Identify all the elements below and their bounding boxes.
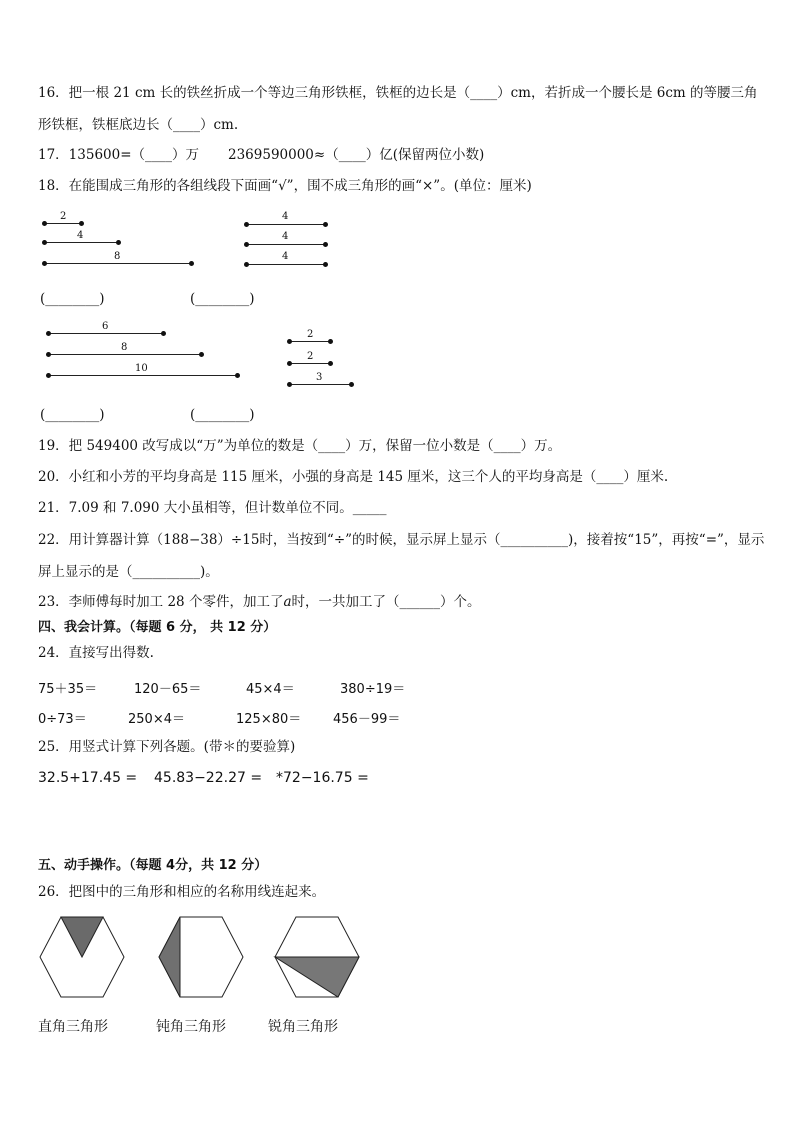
vertical-calc-item: 32.5+17.45 = bbox=[38, 770, 138, 786]
vertical-calc-item: 45.83−22.27 = bbox=[154, 770, 263, 786]
line-segment bbox=[48, 354, 202, 355]
answer-blank-3[interactable]: (________) bbox=[40, 407, 105, 423]
line-segment bbox=[246, 244, 326, 245]
label-acute-triangle: 锐角三角形 bbox=[268, 1019, 338, 1035]
label-right-triangle: 直角三角形 bbox=[38, 1019, 108, 1035]
line-segment bbox=[289, 363, 331, 364]
line-segment bbox=[289, 341, 331, 342]
q23-part2: 时，一共加工了（______）个。 bbox=[291, 594, 481, 610]
line-segment bbox=[44, 263, 192, 264]
q22-line1: 22．用计算器计算（188−38）÷15时，当按到“÷”的时候，显示屏上显示（__________)，接着按“15”，再按“=”，显示 bbox=[38, 532, 765, 548]
q24-text: 24．直接写出得数. bbox=[38, 645, 154, 661]
q16-line2: 形铁框，铁框底边长（____）cm. bbox=[38, 117, 239, 133]
segment-length-label: 2 bbox=[60, 211, 67, 222]
line-segment bbox=[246, 264, 326, 265]
calc-item: 125×80＝ bbox=[236, 712, 302, 727]
hexagon-figures bbox=[0, 900, 794, 1010]
segment-length-label: 10 bbox=[135, 363, 148, 374]
line-segment bbox=[289, 384, 352, 385]
calc-item: 250×4＝ bbox=[128, 712, 185, 727]
calc-item: 120－65＝ bbox=[134, 682, 202, 697]
segment-length-label: 4 bbox=[282, 251, 289, 262]
calc-item: 380÷19＝ bbox=[340, 682, 406, 697]
calc-item: 456－99＝ bbox=[333, 712, 401, 727]
segment-length-label: 8 bbox=[121, 342, 128, 353]
line-segment bbox=[44, 223, 82, 224]
calc-item: 45×4＝ bbox=[246, 682, 295, 697]
q17-part1: 17．135600=（____）万 bbox=[38, 147, 200, 163]
q18-text: 18．在能围成三角形的各组线段下面画“√”，围不成三角形的画“×”。(单位：厘米) bbox=[38, 178, 532, 194]
label-obtuse-triangle: 钝角三角形 bbox=[156, 1019, 226, 1035]
q26-text: 26．把图中的三角形和相应的名称用线连起来。 bbox=[38, 884, 326, 900]
segment-length-label: 2 bbox=[307, 351, 314, 362]
hexagon-acute-triangle bbox=[275, 917, 359, 997]
q23-part1: 23．李师傅每时加工 28 个零件，加工了 bbox=[38, 594, 284, 610]
vertical-calc-item: *72−16.75 = bbox=[276, 770, 369, 786]
section5-heading: 五、动手操作。（每题 4分，共 12 分） bbox=[38, 858, 268, 873]
q19-text: 19．把 549400 改写成以“万”为单位的数是（____）万，保留一位小数是（____）万。 bbox=[38, 438, 562, 454]
q17-part2: 2369590000≈（____）亿(保留两位小数) bbox=[228, 147, 485, 163]
segment-length-label: 3 bbox=[316, 372, 323, 383]
hexagon-right-triangle bbox=[40, 917, 124, 997]
q23-variable: a bbox=[283, 594, 292, 610]
segment-length-label: 6 bbox=[102, 321, 109, 332]
calc-item: 75＋35＝ bbox=[38, 682, 98, 697]
segment-length-label: 4 bbox=[282, 231, 289, 242]
segment-length-label: 2 bbox=[307, 329, 314, 340]
q22-line2: 屏上显示的是（__________)。 bbox=[38, 564, 219, 580]
q23-text bbox=[38, 593, 481, 611]
q20-text: 20．小红和小芳的平均身高是 115 厘米，小强的身高是 145 厘米，这三个人的平均身高是（____）厘米. bbox=[38, 469, 669, 485]
q25-text: 25．用竖式计算下列各题。(带＊的要验算) bbox=[38, 739, 296, 755]
q16-line1: 16．把一根 21 cm 长的铁丝折成一个等边三角形铁框，铁框的边长是（____）cm，若折成一个腰长是 6cm 的等腰三角 bbox=[38, 85, 758, 101]
hexagon-obtuse-triangle bbox=[159, 917, 243, 997]
answer-blank-4[interactable]: (________) bbox=[190, 407, 255, 423]
segment-length-label: 4 bbox=[282, 211, 289, 222]
line-segment bbox=[48, 333, 164, 334]
line-segment bbox=[246, 224, 326, 225]
line-segment bbox=[44, 242, 119, 243]
answer-blank-1[interactable]: (________) bbox=[40, 291, 105, 307]
calc-item: 0÷73＝ bbox=[38, 712, 87, 727]
segment-length-label: 4 bbox=[77, 230, 84, 241]
segment-length-label: 8 bbox=[114, 251, 121, 262]
line-segment bbox=[48, 375, 238, 376]
answer-blank-2[interactable]: (________) bbox=[190, 291, 255, 307]
section4-heading: 四、我会计算。（每题 6 分， 共 12 分） bbox=[38, 620, 277, 635]
q21-text: 21．7.09 和 7.090 大小虽相等，但计数单位不同。_____ bbox=[38, 500, 387, 516]
